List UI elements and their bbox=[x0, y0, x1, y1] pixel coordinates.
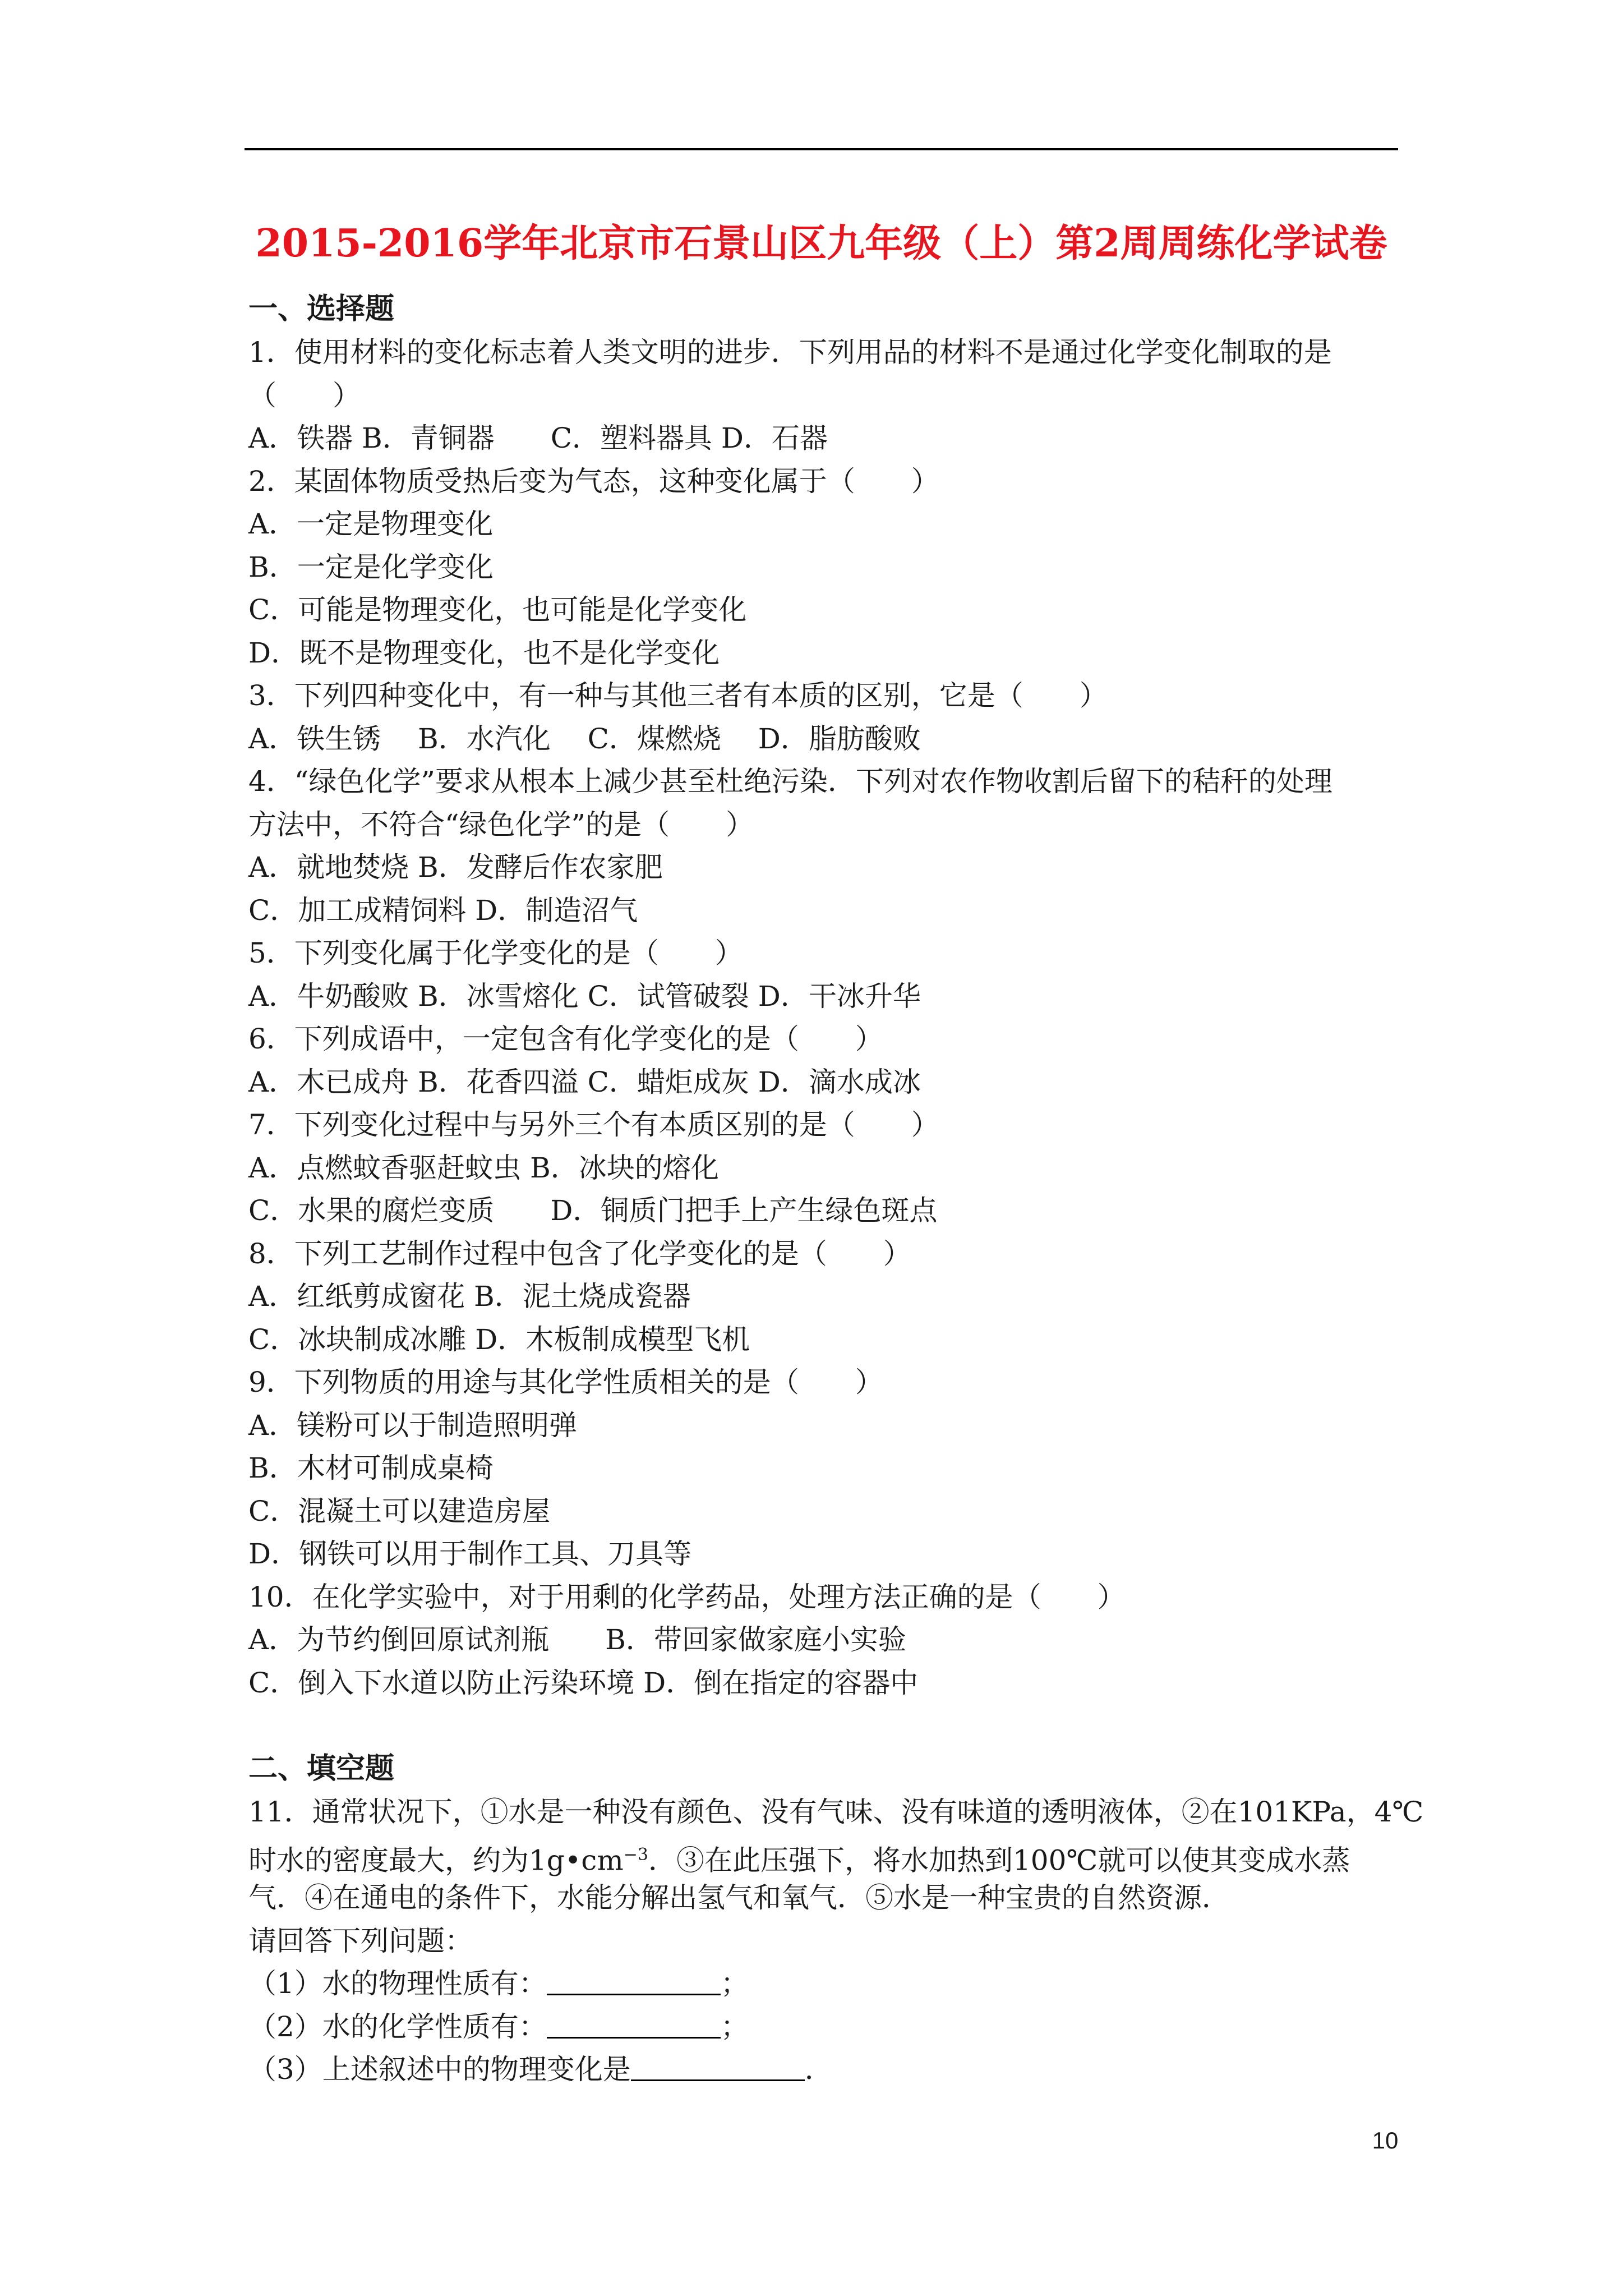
question-stem: 2．某固体物质受热后变为气态，这种变化属于（ ） bbox=[248, 464, 939, 498]
punctuation: ； bbox=[720, 1967, 749, 2000]
section-gap bbox=[248, 1704, 1404, 1747]
question-stem-cont bbox=[248, 1834, 1404, 1877]
sub-question-2 bbox=[248, 2005, 1404, 2049]
superscript: −3 bbox=[623, 1844, 648, 1865]
question-7 bbox=[248, 1103, 1404, 1232]
option-a: A．镁粉可以于制造照明弹 bbox=[248, 1409, 578, 1442]
answer-blank[interactable] bbox=[547, 2012, 721, 2039]
options: A．铁器 B．青铜器 C．塑料器具 D．石器 bbox=[248, 422, 828, 454]
question-2 bbox=[248, 460, 1404, 675]
question-1 bbox=[248, 331, 1404, 460]
options-ab: A．红纸剪成窗花 B．泥土烧成瓷器 bbox=[248, 1280, 691, 1313]
answer-blank[interactable] bbox=[547, 1969, 721, 1995]
section-heading-fill: 二、填空题 bbox=[248, 1751, 395, 1786]
sub-question-3 bbox=[248, 2048, 1404, 2091]
options-cd: C．水果的腐烂变质 D．铜质门把手上产生绿色斑点 bbox=[248, 1194, 938, 1227]
question-stem: 6．下列成语中，一定包含有化学变化的是（ ） bbox=[248, 1023, 883, 1055]
sub-question-label: （2）水的化学性质有： bbox=[248, 2010, 547, 2043]
options: A．木已成舟 B．花香四溢 C．蜡炬成灰 D．滴水成冰 bbox=[248, 1065, 921, 1098]
question-stem: 10．在化学实验中，对于用剩的化学药品，处理方法正确的是（ ） bbox=[248, 1580, 1126, 1613]
option-c: C．混凝土可以建造房屋 bbox=[248, 1494, 551, 1527]
stem-text: 时水的密度最大，约为1g•cm bbox=[248, 1844, 624, 1877]
question-stem: 8．下列工艺制作过程中包含了化学变化的是（ ） bbox=[248, 1237, 911, 1270]
punctuation: ． bbox=[804, 2053, 833, 2086]
question-stem-cont: 方法中，不符合“绿色化学”的是（ ） bbox=[248, 808, 754, 841]
question-stem: 4．“绿色化学”要求从根本上减少甚至杜绝污染．下列对农作物收割后留下的秸秆的处理 bbox=[248, 765, 1332, 798]
option-c: C．可能是物理变化，也可能是化学变化 bbox=[248, 593, 747, 626]
stem-text: ．③在此压强下，将水加热到100℃就可以使其变成水蒸 bbox=[648, 1844, 1350, 1877]
sub-question-label: （3）上述叙述中的物理变化是 bbox=[248, 2053, 631, 2086]
option-b: B．木材可制成桌椅 bbox=[248, 1452, 494, 1484]
sub-question-1 bbox=[248, 1962, 1404, 2005]
question-11 bbox=[248, 1791, 1424, 2091]
options-cd: C．倒入下水道以防止污染环境 D．倒在指定的容器中 bbox=[248, 1666, 919, 1699]
question-4 bbox=[248, 760, 1404, 932]
question-9 bbox=[248, 1361, 1404, 1576]
options-ab: A．为节约倒回原试剂瓶 B．带回家做家庭小实验 bbox=[248, 1623, 906, 1656]
section-heading-choice: 一、选择题 bbox=[248, 292, 395, 326]
option-d: D．既不是物理变化，也不是化学变化 bbox=[248, 636, 720, 669]
options-cd: C．冰块制成冰雕 D．木板制成模型飞机 bbox=[248, 1323, 750, 1356]
options: A．铁生锈 B．水汽化 C．煤燃烧 D．脂肪酸败 bbox=[248, 722, 921, 755]
question-stem: 9．下列物质的用途与其化学性质相关的是（ ） bbox=[248, 1366, 883, 1398]
punctuation: ； bbox=[720, 2010, 749, 2043]
question-stem: 11．通常状况下，①水是一种没有颜色、没有气味、没有味道的透明液体，②在101KPa，4℃ bbox=[248, 1796, 1424, 1828]
question-stem-cont: 气．④在通电的条件下，水能分解出氢气和氧气．⑤水是一种宝贵的自然资源． bbox=[248, 1881, 1230, 1914]
exam-content bbox=[248, 287, 1424, 2091]
question-stem: 7．下列变化过程中与另外三个有本质区别的是（ ） bbox=[248, 1108, 939, 1141]
option-b: B．一定是化学变化 bbox=[248, 550, 494, 583]
question-stem: 3．下列四种变化中，有一种与其他三者有本质的区别，它是（ ） bbox=[248, 679, 1108, 712]
question-stem: 5．下列变化属于化学变化的是（ ） bbox=[248, 937, 743, 969]
header-rule bbox=[245, 148, 1398, 150]
options-ab: A．点燃蚊香驱赶蚊虫 B．冰块的熔化 bbox=[248, 1151, 719, 1184]
options: A．牛奶酸败 B．冰雪熔化 C．试管破裂 D．干冰升华 bbox=[248, 979, 921, 1013]
answer-blank: （ ） bbox=[248, 379, 361, 412]
question-stem: 1．使用材料的变化标志着人类文明的进步．下列用品的材料不是通过化学变化制取的是 bbox=[248, 336, 1332, 369]
options-cd: C．加工成精饲料 D．制造沼气 bbox=[248, 894, 638, 927]
sub-question-label: （1）水的物理性质有： bbox=[248, 1967, 547, 2000]
options-ab: A．就地焚烧 B．发酵后作农家肥 bbox=[248, 851, 663, 884]
question-6 bbox=[248, 1018, 1404, 1103]
answer-blank[interactable] bbox=[631, 2055, 805, 2081]
question-3 bbox=[248, 674, 1404, 760]
question-10 bbox=[248, 1576, 1404, 1705]
option-d: D．钢铁可以用于制作工具、刀具等 bbox=[248, 1538, 692, 1570]
question-8 bbox=[248, 1232, 1404, 1361]
option-a: A．一定是物理变化 bbox=[248, 508, 494, 540]
page-number: 10 bbox=[1372, 2127, 1399, 2154]
question-5 bbox=[248, 932, 1404, 1018]
instruction: 请回答下列问题： bbox=[248, 1924, 473, 1957]
page-title: 2015-2016学年北京市石景山区九年级（上）第2周周练化学试卷 bbox=[255, 221, 1387, 266]
